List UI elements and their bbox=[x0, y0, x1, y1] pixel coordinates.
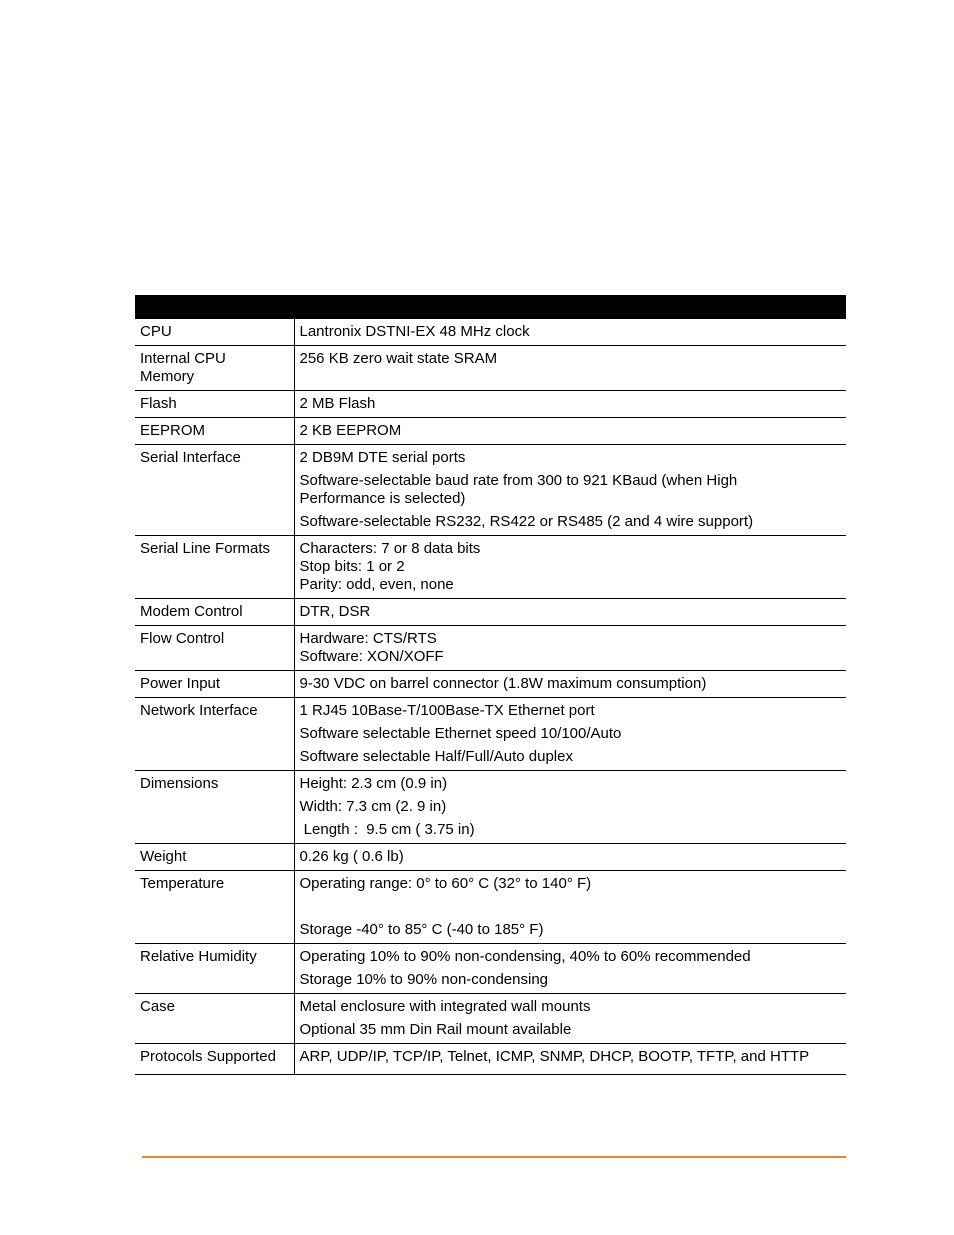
table-row bbox=[135, 771, 846, 844]
spec-value: ARP, UDP/IP, TCP/IP, Telnet, ICMP, SNMP, DHCP, BOOTP, TFTP, and HTTP bbox=[294, 1044, 846, 1075]
footer-rule bbox=[142, 1156, 846, 1158]
table-row bbox=[135, 626, 846, 671]
spec-value: Operating range: 0° to 60° C (32° to 140° F) Storage -40° to 85° C (-40 to 185° F) bbox=[294, 871, 846, 944]
table-row bbox=[135, 844, 846, 871]
spec-value: 0.26 kg ( 0.6 lb) bbox=[294, 844, 846, 871]
specifications-table bbox=[135, 295, 846, 1075]
spec-value: Hardware: CTS/RTS Software: XON/XOFF bbox=[294, 626, 846, 671]
spec-label: Serial Interface bbox=[135, 445, 294, 536]
spec-label: Power Input bbox=[135, 671, 294, 698]
spec-value: Operating 10% to 90% non-condensing, 40% to 60% recommended Storage 10% to 90% non-condensing bbox=[294, 944, 846, 994]
spec-label: Relative Humidity bbox=[135, 944, 294, 994]
spec-value: 9-30 VDC on barrel connector (1.8W maximum consumption) bbox=[294, 671, 846, 698]
spec-label: Flow Control bbox=[135, 626, 294, 671]
spec-label: Serial Line Formats bbox=[135, 536, 294, 599]
spec-value: DTR, DSR bbox=[294, 599, 846, 626]
spec-value: 256 KB zero wait state SRAM bbox=[294, 346, 846, 391]
spec-label: Protocols Supported bbox=[135, 1044, 294, 1075]
spec-label: Internal CPU Memory bbox=[135, 346, 294, 391]
spec-label: EEPROM bbox=[135, 418, 294, 445]
spec-label: Case bbox=[135, 994, 294, 1044]
spec-label: Weight bbox=[135, 844, 294, 871]
table-row bbox=[135, 346, 846, 391]
spec-value: 2 KB EEPROM bbox=[294, 418, 846, 445]
table-row bbox=[135, 944, 846, 994]
table-row bbox=[135, 599, 846, 626]
spec-value: 1 RJ45 10Base-T/100Base-TX Ethernet port Software selectable Ethernet speed 10/100/Auto Software selectable Half/Full/Auto duplex bbox=[294, 698, 846, 771]
table-row bbox=[135, 391, 846, 418]
spec-value: Lantronix DSTNI-EX 48 MHz clock bbox=[294, 319, 846, 346]
spec-value: 2 MB Flash bbox=[294, 391, 846, 418]
spec-label: Modem Control bbox=[135, 599, 294, 626]
spec-label: Flash bbox=[135, 391, 294, 418]
table-row bbox=[135, 994, 846, 1044]
table-row bbox=[135, 671, 846, 698]
spec-value: Metal enclosure with integrated wall mounts Optional 35 mm Din Rail mount available bbox=[294, 994, 846, 1044]
spec-value: 2 DB9M DTE serial ports Software-selectable baud rate from 300 to 921 KBaud (when High Performance is selected) Software-selectable RS232, RS422 or RS485 (2 and 4 wire support) bbox=[294, 445, 846, 536]
spec-label: Dimensions bbox=[135, 771, 294, 844]
spec-label: CPU bbox=[135, 319, 294, 346]
spec-label: Network Interface bbox=[135, 698, 294, 771]
table-row bbox=[135, 871, 846, 944]
table-row bbox=[135, 536, 846, 599]
table-row bbox=[135, 418, 846, 445]
table-row bbox=[135, 445, 846, 536]
table-row bbox=[135, 1044, 846, 1075]
spec-value: Characters: 7 or 8 data bits Stop bits: 1 or 2 Parity: odd, even, none bbox=[294, 536, 846, 599]
table-row bbox=[135, 319, 846, 346]
table-header-bar bbox=[135, 295, 846, 319]
spec-value: Height: 2.3 cm (0.9 in) Width: 7.3 cm (2. 9 in) Length : 9.5 cm ( 3.75 in) bbox=[294, 771, 846, 844]
spec-label: Temperature bbox=[135, 871, 294, 944]
table-row bbox=[135, 698, 846, 771]
